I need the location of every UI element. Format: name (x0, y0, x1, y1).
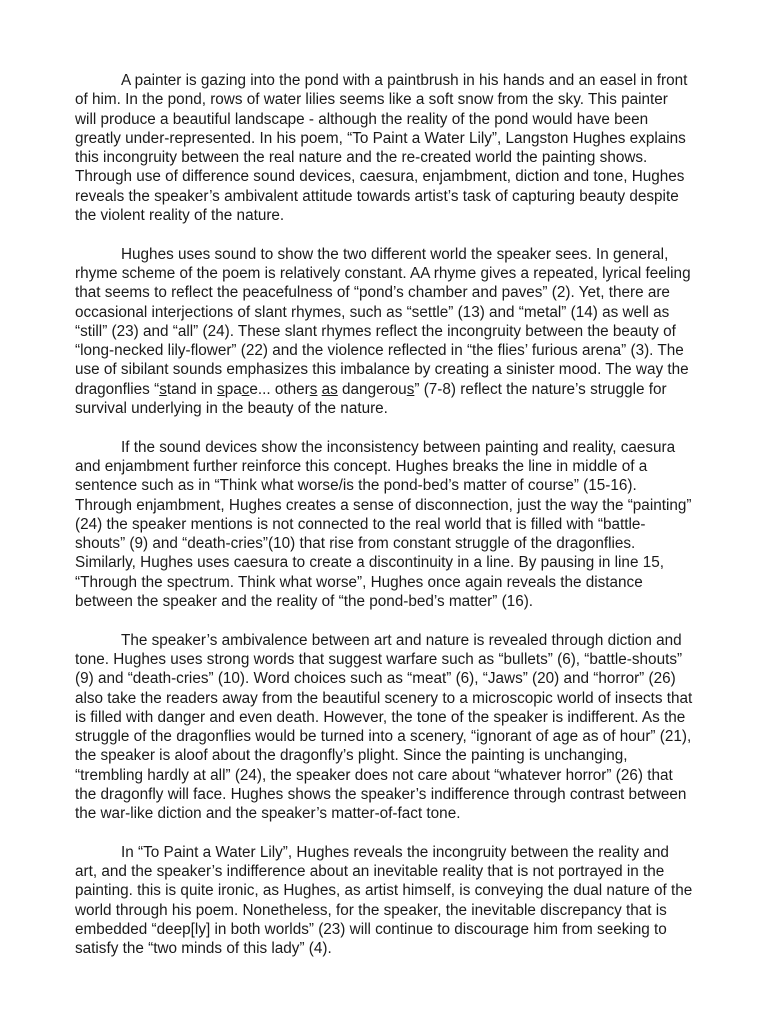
underlined-s-2: s (217, 380, 225, 398)
paragraph-sound-devices (75, 245, 693, 419)
underlined-s-6: s (406, 380, 415, 398)
paragraph-diction-tone: The speaker’s ambivalence between art and nature is revealed through diction and tone. Hughes uses strong words that suggest warfare such as “bullets” (6), “battle-shouts” (9) and “death-cries” (10). Word choices such as “meat” (6), “Jaws” (20) and “horror” (26) also take the readers away from the beautiful scenery to a microscopic world of insects that is filled with danger and even death. However, the tone of the speaker is indifferent. As the struggle of the dragonflies would be turned into a scenery, “ignorant of age as of hour” (21), the speaker is aloof about the dragonfly’s plight. Since the painting is unchanging, “trembling hardly at all” (24), the speaker does not care about “whatever horror” (26) that the dragonfly will face. Hughes shows the speaker’s indifference through contrast between the war-like diction and the speaker’s matter-of-fact tone. (75, 631, 693, 823)
paragraph-introduction: A painter is gazing into the pond with a paintbrush in his hands and an easel in front of him. In the pond, rows of water lilies seems like a soft snow from the sky. This painter will produce a beautiful landscape - although the reality of the pond would have been greatly under-represented. In his poem, “To Paint a Water Lily”, Langston Hughes explains this incongruity between the real nature and the re-created world the painting shows. Through use of difference sound devices, caesura, enjambment, diction and tone, Hughes reveals the speaker’s ambivalent attitude towards artist’s task of capturing beauty despite the violent reality of the nature. (75, 72, 688, 225)
essay-page (75, 71, 693, 978)
p2-text-1: tand in (166, 380, 218, 398)
p2-text-after: ” (7-8) reflect the nature’s struggle for survival underlying in the beauty of the nature. (75, 380, 667, 418)
paragraph-conclusion: In “To Paint a Water Lily”, Hughes reveals the incongruity between the reality and art, and the speaker’s indifference about an inevitable reality that is not portrayed in the painting. this is quite ironic, as Hughes, as artist himself, is conveying the dual nature of the world through his poem. Nonetheless, for the speaker, the inevitable discrepancy that is embedded “deep[ly] in both worlds” (23) will continue to discourage him from seeking to satisfy the “two minds of this lady” (4). (75, 843, 693, 958)
underlined-s-4: s (309, 380, 318, 398)
underlined-as-5: as (321, 380, 338, 398)
p2-text-before: Hughes uses sound to show the two different world the speaker sees. In general, rhyme scheme of the poem is relatively constant. AA rhyme gives a repeated, lyrical feeling that seems to reflect the peacefulness of “pond’s chamber and paves” (2). Yet, there are occasional interjections of slant rhymes, such as “settle” (13) and “metal” (14) as well as “still” (23) and “all” (24). These slant rhymes reflect the incongruity between the beauty of “long-necked lily-flower” (22) and the violence reflected in “the flies’ furious arena” (3). The use of sibilant sounds emphasizes this imbalance by creating a sinister mood. The way the dragonflies “ (75, 245, 691, 398)
paragraph-caesura-enjambment: If the sound devices show the inconsistency between painting and reality, caesura and enjambment further reinforce this concept. Hughes breaks the line in middle of a sentence such as in “Think what worse/is the pond-bed’s matter of course” (15-16). Through enjambment, Hughes creates a sense of disconnection, just the way the “painting” (24) the speaker mentions is not connected to the real world that is filled with “battle-shouts” (9) and “death-cries”(10) that rise from constant struggle of the dragonflies. Similarly, Hughes uses caesura to create a discontinuity in a line. By pausing in line 15, “Through the spectrum. Think what worse”, Hughes once again reveals the distance between the speaker and the reality of “the pond-bed’s matter” (16). (75, 438, 692, 611)
underlined-c-3: c (241, 380, 250, 398)
p2-text-2: pa (224, 380, 242, 398)
p2-text-5: dangerou (337, 380, 407, 398)
underlined-s-1: s (159, 380, 167, 398)
p2-text-3: e... other (249, 380, 310, 398)
